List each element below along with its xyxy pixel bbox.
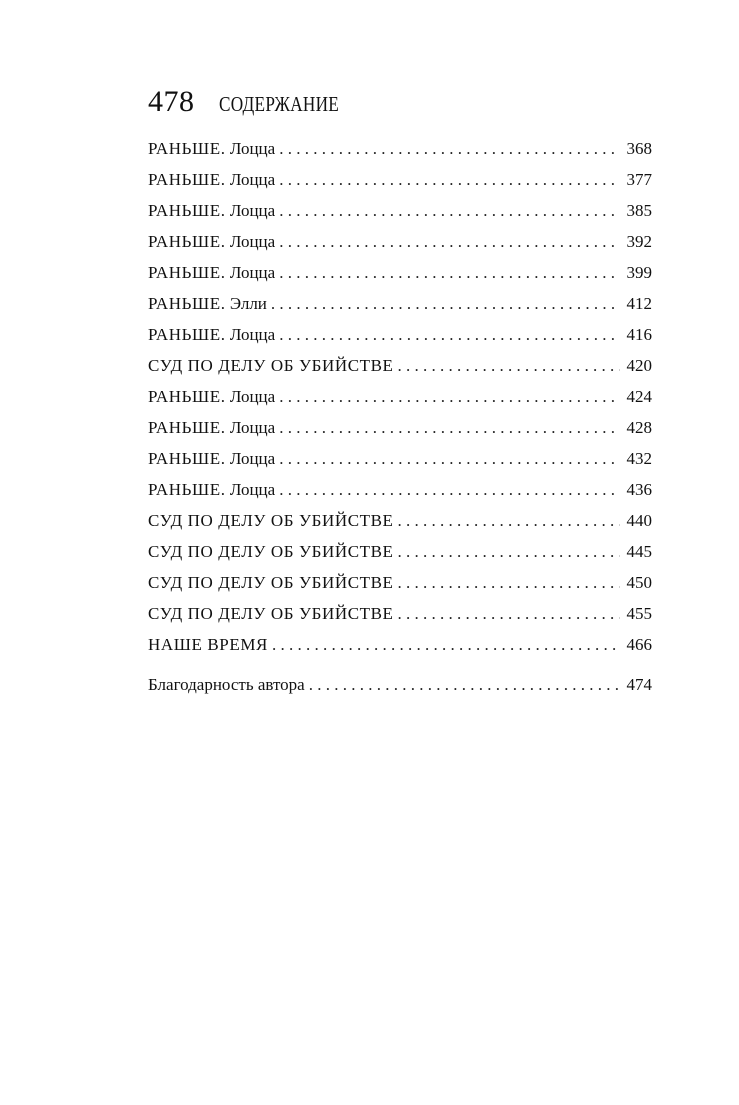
toc-entry-caps: РАНЬШЕ.	[148, 387, 226, 406]
toc-entry-page: 424	[626, 387, 652, 406]
toc-entry-caps: СУД ПО ДЕЛУ ОБ УБИЙСТВЕ	[148, 356, 394, 375]
toc-entry-caps: РАНЬШЕ.	[148, 449, 226, 468]
toc-entry	[148, 474, 652, 505]
toc-entry-caps: РАНЬШЕ.	[148, 294, 226, 313]
toc-entry-subtitle: Лоцца	[225, 387, 276, 406]
toc-entry	[148, 412, 652, 443]
dot-leader	[398, 536, 620, 567]
toc-entry-title	[148, 669, 305, 700]
toc-entry-title	[148, 536, 394, 567]
toc-entry-title	[148, 257, 275, 288]
toc-entry-caps: СУД ПО ДЕЛУ ОБ УБИЙСТВЕ	[148, 604, 394, 623]
toc-entry	[148, 598, 652, 629]
toc-entry-caps: РАНЬШЕ.	[148, 263, 226, 282]
toc-entry-title	[148, 443, 275, 474]
toc-entry-title	[148, 164, 275, 195]
toc-entry-page: 420	[626, 356, 652, 375]
toc-entry-title	[148, 195, 275, 226]
section-title: СОДЕРЖАНИЕ	[218, 92, 339, 116]
dot-leader	[398, 350, 620, 381]
toc-entry	[148, 536, 652, 567]
toc-entry-subtitle: Лоцца	[225, 201, 276, 220]
toc-entry-caps: НАШЕ ВРЕМЯ	[148, 635, 268, 654]
toc-entry-title	[148, 319, 275, 350]
toc-entry-subtitle: Благодарность автора	[148, 675, 305, 694]
toc-entry-title	[148, 350, 394, 381]
toc-entry-page: 445	[626, 542, 652, 561]
dot-leader	[279, 381, 620, 412]
dot-leader	[279, 226, 620, 257]
toc-entry-title	[148, 474, 275, 505]
dot-leader	[279, 164, 620, 195]
dot-leader	[279, 474, 620, 505]
toc-entry-page: 474	[626, 675, 652, 694]
toc-entry	[148, 381, 652, 412]
toc-entry-page: 392	[626, 232, 652, 251]
toc-entry-caps: РАНЬШЕ.	[148, 201, 226, 220]
dot-leader	[271, 288, 620, 319]
toc-entry-subtitle: Лоцца	[225, 449, 276, 468]
toc-entry-caps: РАНЬШЕ.	[148, 480, 226, 499]
dot-leader	[398, 567, 620, 598]
toc-entry-page: 455	[626, 604, 652, 623]
toc-entry	[148, 288, 652, 319]
toc-entry-title	[148, 226, 275, 257]
toc-entry-title	[148, 598, 394, 629]
toc-entry-page: 428	[626, 418, 652, 437]
toc-entry-page: 412	[626, 294, 652, 313]
dot-leader	[398, 598, 620, 629]
toc-entry	[148, 195, 652, 226]
toc-entry-page: 368	[626, 139, 652, 158]
toc-entry-caps: РАНЬШЕ.	[148, 139, 226, 158]
toc-entry-subtitle: Лоцца	[225, 170, 276, 189]
toc-entry-page: 399	[626, 263, 652, 282]
toc-entry-caps: СУД ПО ДЕЛУ ОБ УБИЙСТВЕ	[148, 573, 394, 592]
toc-entry-subtitle: Лоцца	[225, 325, 276, 344]
dot-leader	[279, 412, 620, 443]
dot-leader	[279, 319, 620, 350]
dot-leader	[279, 133, 620, 164]
toc-entry-title	[148, 567, 394, 598]
dot-leader	[272, 629, 620, 660]
toc-entry	[148, 350, 652, 381]
toc-entry	[148, 319, 652, 350]
toc-entry-page: 432	[626, 449, 652, 468]
toc-entry-page: 416	[626, 325, 652, 344]
dot-leader	[398, 505, 620, 536]
toc-entry-subtitle: Лоцца	[225, 232, 276, 251]
toc-entry	[148, 164, 652, 195]
dot-leader	[279, 443, 620, 474]
toc-entry-title	[148, 505, 394, 536]
toc-entry	[148, 669, 652, 700]
toc-entry-caps: РАНЬШЕ.	[148, 232, 226, 251]
toc-entry-subtitle: Лоцца	[225, 418, 276, 437]
toc-entry	[148, 226, 652, 257]
dot-leader	[279, 195, 620, 226]
toc-entry	[148, 567, 652, 598]
toc-entry-caps: РАНЬШЕ.	[148, 418, 226, 437]
toc-entry	[148, 133, 652, 164]
toc-entry-page: 377	[626, 170, 652, 189]
toc-entry-page: 385	[626, 201, 652, 220]
toc-entry-page: 440	[626, 511, 652, 530]
toc-entry-title	[148, 629, 268, 660]
toc-entry-title	[148, 381, 275, 412]
dot-leader	[279, 257, 620, 288]
toc-entry-caps: РАНЬШЕ.	[148, 325, 226, 344]
toc-entry-subtitle: Элли	[225, 294, 267, 313]
toc-entry-caps: СУД ПО ДЕЛУ ОБ УБИЙСТВЕ	[148, 511, 394, 530]
toc-entry-title	[148, 133, 275, 164]
toc-entry-title	[148, 288, 267, 319]
toc-entry-page: 466	[626, 635, 652, 654]
toc-entry	[148, 443, 652, 474]
page-header	[148, 84, 365, 120]
toc-entry-title	[148, 412, 275, 443]
toc-entry-page: 450	[626, 573, 652, 592]
toc-entry-subtitle: Лоцца	[225, 263, 276, 282]
toc-entry	[148, 257, 652, 288]
dot-leader	[309, 669, 620, 700]
toc-entry-subtitle: Лоцца	[225, 139, 276, 158]
page-number: 478	[148, 85, 195, 118]
table-of-contents	[148, 133, 652, 700]
toc-entry	[148, 505, 652, 536]
toc-entry-subtitle: Лоцца	[225, 480, 276, 499]
toc-entry	[148, 629, 652, 660]
toc-entry-caps: РАНЬШЕ.	[148, 170, 226, 189]
toc-entry-page: 436	[626, 480, 652, 499]
toc-entry-caps: СУД ПО ДЕЛУ ОБ УБИЙСТВЕ	[148, 542, 394, 561]
